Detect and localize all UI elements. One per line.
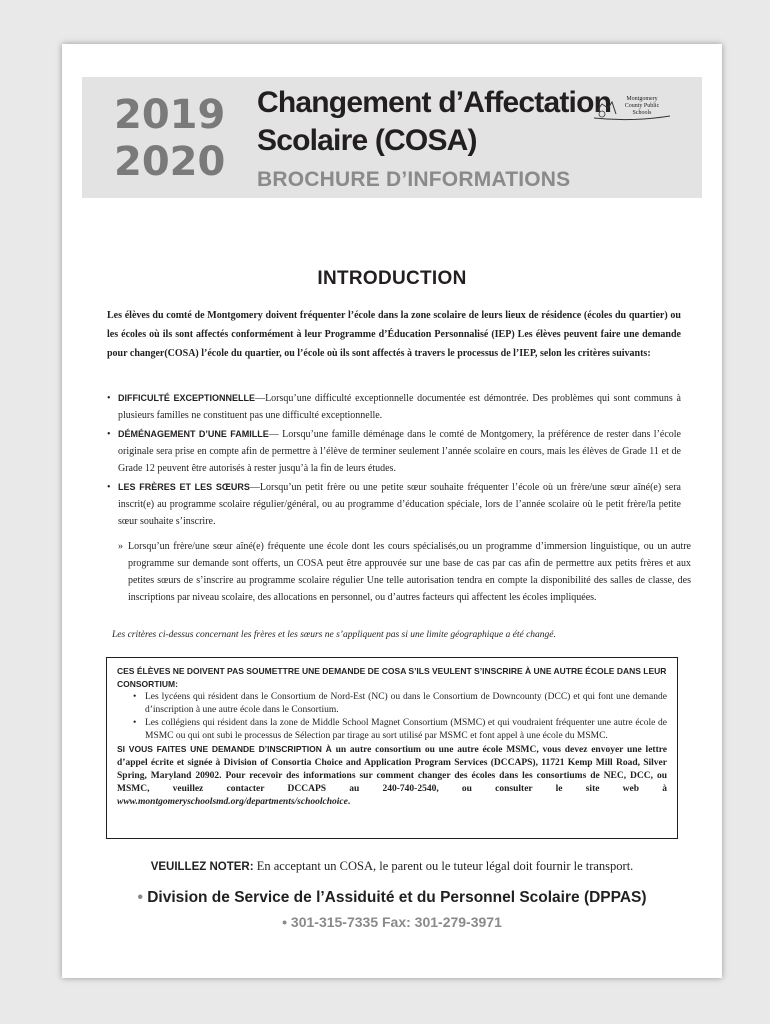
contact-phones: [62, 914, 722, 930]
website-link[interactable]: www.montgomeryschoolsmd.org/departments/schoolchoice: [117, 797, 348, 807]
box-paragraph: [117, 743, 667, 809]
transport-note-text: En acceptant un COSA, le parent ou le tuteur légal doit fournir le transport.: [253, 859, 634, 873]
criterion-item: [107, 390, 681, 424]
criterion-label: LES FRÈRES ET LES SŒURS: [118, 482, 250, 492]
section-heading: INTRODUCTION: [317, 268, 467, 289]
logo-line-1: Montgomery: [626, 96, 658, 102]
division-name: [62, 889, 722, 907]
document-page: [62, 44, 722, 978]
criterion-label: DIFFICULTÉ EXCEPTIONNELLE: [118, 393, 256, 403]
school-year: [114, 92, 234, 186]
document-title: [257, 84, 611, 160]
box-paragraph-label: SI VOUS FAITES UNE DEMANDE D’INSCRIPTION À: [117, 744, 332, 754]
transport-note-label: VEUILLEZ NOTER:: [150, 861, 254, 873]
intro-paragraph: Les élèves du comté de Montgomery doivent fréquenter l’école dans la zone scolaire de leurs lieux de résidence (écoles du quartier) ou les écoles où ils sont affectés conformément à leur Programme d’Éducation Personnalisé (IEP) Les élèves peuvent faire une demande pour changer(COSA) l’école du quartier, ou l’école où ils sont affectés à travers le processus de l’IEP, selon les critères suivants:: [107, 310, 681, 359]
criterion-label: DÉMÉNAGEMENT D’UNE FAMILLE: [118, 429, 269, 439]
criterion-item: [107, 426, 681, 477]
criterion-text: — Lorsqu’une famille déménage dans le comté de Montgomery, la préférence de rester dans l’école originale sera prise en compte afin de permettre à l’élève de terminer seulement l’année scolaire en cours, mais les élèves de Grade 11 et de Grade 12 peuvent être autorisés à rester jusqu’à la fin de leurs études.: [118, 429, 681, 474]
logo-line-2: County Public: [624, 103, 660, 109]
consortium-notice-box: [106, 657, 678, 839]
criterion-item: [107, 479, 681, 530]
year-start: 2019: [114, 92, 226, 138]
box-paragraph-text: un autre consortium ou une autre école MSMC, vous devez envoyer une lettre d’appel écrite et signée à Division of Consortia Choice and Application Program Services (DCCAPS), 11721 Kemp Mill Road, Silver Spring, Maryland 20902. Pour recevoir des informations sur comment changer des écoles dans les consortiums de NEC, DCC, ou MSMC, veuillez contacter DCCAPS au 240-740-2540, ou consulter le site web à: [117, 745, 667, 794]
criteria-list: [107, 390, 681, 532]
title-line-1: Changement d’Affectation: [257, 86, 612, 119]
box-paragraph-end: .: [347, 797, 351, 807]
mcps-logo: [592, 94, 672, 126]
transport-note: [62, 859, 722, 874]
box-list-item: • Les collégiens qui résident dans la zone de Middle School Magnet Consortium (MSMC) et qui voudraient fréquenter une autre école de MSMC ou qui ont subi le processus de Sélection par tirage au sort utilisé par MSMC et font appel à une école du MSMC.: [133, 717, 667, 743]
document-subtitle: BROCHURE D’INFORMATIONS: [257, 168, 571, 191]
logo-text: [614, 96, 670, 117]
criterion-text: —Lorsqu’un petit frère ou une petite sœur souhaite fréquenter l’école où un frère/une sœur aîné(e) sera inscrit(e) au programme scolaire régulier/général, ou au programme d’éducation spéciale, lors de l’année scolaire où le petit frère/la petite sœur souhaite s’inscrire.: [118, 482, 681, 527]
year-end: 2020: [114, 139, 226, 185]
sub-bullet-marker: »: [118, 541, 123, 552]
italic-note: Les critères ci-dessus concernant les frères et les sœurs ne s’appliquent pas si une limite géographique a été changé.: [112, 630, 556, 640]
phone-fax-text: 301-315-7335 Fax: 301-279-3971: [287, 914, 502, 930]
division-text: Division de Service de l’Assiduité et du Personnel Scolaire (DPPAS): [142, 889, 647, 906]
box-heading: CES ÉLÈVES NE DOIVENT PAS SOUMETTRE UNE DEMANDE DE COSA S’ILS VEULENT S’INSCRIRE À UNE AUTRE ÉCOLE DANS LEUR CONSORTIUM:: [117, 666, 667, 689]
sub-bullet-text: Lorsqu’un frère/une sœur aîné(e) fréquente une école dont les cours spécialisés,ou un programme d’immersion linguistique, ou un autre programme sur demande sont offerts, un COSA peut être approuvée sur une base de cas par cas afin de permettre aux petits frères et aux petites sœurs de s’inscrire au programme scolaire régulier Une telle autorisation tendra en compte la disponibilité des salles de classe, des inscriptions par niveau scolaire, des allocations en personnel, ou d’autres facteurs qui affectent les écoles impliquées.: [128, 541, 691, 603]
box-list-item: • Les lycéens qui résident dans le Consortium de Nord-Est (NC) ou dans le Consortium de Downcounty (DCC) et qui font une demande d’inscription à une autre école dans le Consortium.: [133, 691, 667, 717]
title-line-2: Scolaire (COSA): [257, 124, 477, 157]
sub-bullet: [118, 538, 691, 606]
criterion-text: —Lorsqu’une difficulté exceptionnelle documentée est démontrée. Des problèmes qui sont communs à plusieurs familles ne constituent pas une difficulté exceptionnelle.: [118, 393, 681, 421]
logo-line-3: Schools: [632, 110, 652, 116]
bullet-dot: •: [137, 889, 143, 906]
bullet-dot: •: [282, 914, 288, 930]
box-list: [117, 691, 667, 743]
